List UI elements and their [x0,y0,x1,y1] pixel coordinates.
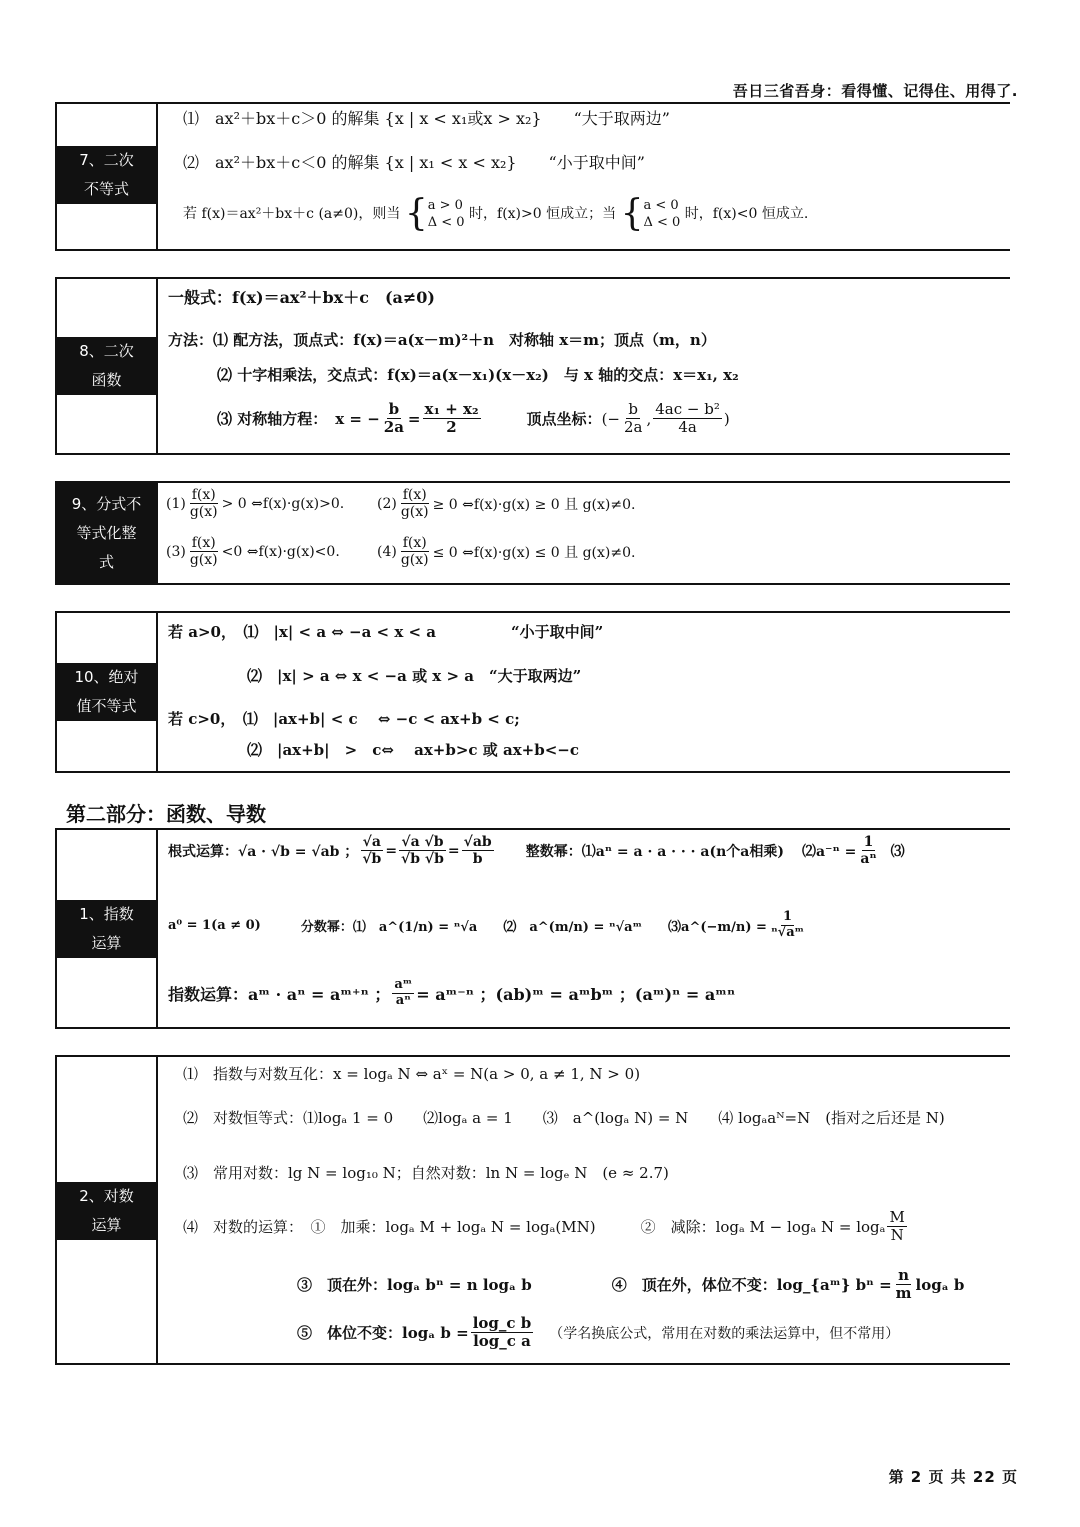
fraction [462,834,494,867]
fraction [769,910,806,941]
condition-middle: 时，f(x)>0 恒成立；当 [469,206,617,222]
fraction-item [166,535,340,568]
section-label: 7、二次不等式 [57,146,156,204]
page-footer: 第 2 页 共 22 页 [888,1468,1018,1486]
denominator: g(x) [189,504,218,521]
rule-product: aᵐ · aⁿ = aᵐ⁺ⁿ ； [248,984,391,1004]
vertex-coordinates [602,401,730,437]
denominator: g(x) [400,504,429,521]
numerator: b [628,400,639,418]
fraction [360,834,383,867]
paren: (− [601,409,620,428]
general-form: 一般式：f(x)＝ax²＋bx＋c (a≠0) [168,288,435,307]
exponent-rules [168,978,735,1009]
denominator: g(x) [400,552,429,569]
denominator: 2a [623,418,643,437]
denominator: 2 [446,418,457,437]
numerator: √ab [463,834,492,850]
negative-power: ⑵a⁻ⁿ = [801,843,857,860]
section-label: 2、对数运算 [57,1182,156,1240]
fraction [392,978,414,1009]
root-prefix: 根式运算： [168,843,238,860]
item-index: (1) [166,495,186,512]
fraction [423,401,481,437]
fraction [622,401,645,437]
change-of-base: ⑤ 体位不变：logₐ b = [297,1324,469,1343]
vertex-label: 顶点坐标： [526,410,602,429]
formula-line: ⑴ ax²＋bx＋c＞0 的解集 {x | x < x₁或x > x₂} “大于取两边” [183,109,670,128]
condition-prefix: 若 f(x)＝ax²＋bx＋c (a≠0)，则当 [183,206,401,222]
fraction-item [166,487,344,520]
axis-x: x = − [335,409,380,428]
section-absolute-inequality [55,611,1010,773]
numerator: 1 [783,909,793,924]
abs-line: ⑵ |x| > a ⇔ x < −a 或 x > a “大于取两边” [247,667,582,685]
fraction [188,535,220,568]
denominator: g(x) [189,552,218,569]
denominator: N [890,1226,904,1245]
log-line: ⑶ 常用对数：lg N = log₁₀ N；自然对数：ln N = logₑ N (e ≈ 2.7) [183,1164,669,1182]
condition-brace: { a > 0 Δ < 0 [404,193,465,234]
formula-line: ⑵ ax²＋bx＋c＜0 的解集 {x | x₁ < x < x₂} “小于取中间” [183,153,645,172]
log-operations: ⑷ 对数的运算： ① 加乘：logₐ M + logₐ N = logₐ(MN) ② 减除：logₐ M − logₐ N = logₐ [183,1218,886,1237]
numerator: b [388,400,400,418]
rule-rest: = aᵐ⁻ⁿ ；(ab)ᵐ = aᵐbᵐ ；(aᵐ)ⁿ = aᵐⁿ [416,984,736,1004]
condition-brace: { a < 0 Δ < 0 [620,193,681,234]
denominator: log_c a [473,1332,531,1351]
header-note: 吾日三省吾身：看得懂、记得住、用得了. [732,82,1018,100]
fraction [653,401,722,437]
fraction [399,487,431,520]
numerator: √a √b [401,834,444,850]
section-label: 8、二次函数 [57,337,156,395]
numerator: √a [362,834,381,850]
fraction-item [377,535,635,568]
fraction-item [377,487,635,520]
numerator: f(x) [402,535,427,551]
item-index: (4) [377,543,397,560]
denominator: √b [362,851,382,868]
change-of-base-note: （学名换底公式，常用在对数的乘法运算中，但不常用） [549,1325,900,1342]
equals: = [407,409,421,428]
numerator: f(x) [402,487,427,503]
numerator: M [889,1208,905,1226]
section-label: 10、绝对值不等式 [57,663,156,721]
denominator: aⁿ [860,851,877,868]
section-quadratic-function [55,277,1010,455]
fractional-power: 分数幂：⑴ a^(1/n) = ⁿ√a ⑵ a^(m/n) = ⁿ√aᵐ ⑶a^(−m/n) = [300,919,767,935]
method-2: ⑵ 十字相乘法，交点式：f(x)＝a(x－x₁)(x－x₂) 与 x 轴的交点：x＝x₁, x₂ [217,366,739,384]
section-label: 1、指数运算 [57,900,156,958]
section-logarithm [55,1055,1010,1365]
numerator: f(x) [191,487,216,503]
condition-delta: Δ < 0 [643,215,681,230]
numerator: n [898,1266,910,1284]
section-fraction-inequality [55,481,1010,585]
root-operations [168,834,905,867]
fraction [858,834,878,867]
denominator: √b √b [401,851,444,868]
condition-suffix: 时，f(x)<0 恒成立. [684,206,809,222]
fraction [894,1267,914,1303]
numerator: log_c b [472,1314,532,1332]
section-label: 9、分式不等式化整式 [57,489,156,577]
denominator: m [895,1284,912,1303]
section-quadratic-inequality [55,102,1010,251]
abs-line: 若 c>0， ⑴ |ax+b| < c ⇔ −c < ax+b < c; [168,710,520,728]
fraction [887,1209,906,1245]
log-line [183,1209,909,1245]
item-index: ⑶ [890,843,905,860]
fraction [399,834,446,867]
numerator: aᵐ [394,977,413,992]
method-3-prefix: ⑶ 对称轴方程： [217,410,328,429]
zero-power: a⁰ = 1(a ≠ 0) [168,917,261,933]
power-rule-base: ④ 顶在外，体位不变：log_{aᵐ} bⁿ = [611,1276,892,1295]
item-rest: <0 ⇔f(x)·g(x)<0. [221,543,340,560]
condition-a: a > 0 [427,198,463,213]
equals: = [447,842,460,859]
log-line [297,1267,964,1303]
item-rest: > 0 ⇔f(x)·g(x)>0. [221,495,345,512]
condition-delta: Δ < 0 [427,215,465,230]
log-line: ⑴ 指数与对数互化：x = logₐ N ⇔ aˣ = N(a > 0, a ≠ 1, N > 0) [183,1065,641,1083]
abs-line: ⑵ |ax+b| > c⇔ ax+b>c 或 ax+b<−c [247,741,579,759]
numerator: f(x) [191,535,216,551]
part2-heading: 第二部分：函数、导数 [66,802,266,826]
power-rule: ③ 顶在外：logₐ bⁿ = n logₐ b [297,1276,532,1295]
denominator: 2a [383,418,404,437]
numerator: 4ac − b² [655,400,720,418]
equals: = [385,842,398,859]
denominator: aⁿ [395,992,411,1008]
numerator: 1 [863,834,874,850]
fraction [382,401,406,437]
item-rest: ≤ 0 ⇔f(x)·g(x) ≤ 0 且 g(x)≠0. [432,544,636,561]
paren: ) [723,409,730,428]
fraction [471,1315,534,1351]
power-rule-tail: logₐ b [915,1275,965,1294]
condition-a: a < 0 [643,198,679,213]
numerator: x₁ + x₂ [424,400,479,418]
denominator: ⁿ√aᵐ [770,924,805,940]
method-1: 方法：⑴ 配方法，顶点式：f(x)＝a(x－m)²＋n 对称轴 x＝m；顶点（m，n） [168,331,716,349]
fraction [188,487,220,520]
condition-line [183,193,809,234]
integer-power: 整数幂：⑴aⁿ = a · a · · · a(n个a相乘) [525,843,784,860]
rule-prefix: 指数运算： [168,984,249,1004]
denominator: 4a [678,418,697,437]
section-exponent [55,828,1010,1029]
log-line: ⑵ 对数恒等式：⑴logₐ 1 = 0 ⑵logₐ a = 1 ⑶ a^(logₐ N) = N ⑷ logₐaᴺ=N (指对之后还是 N) [183,1109,945,1127]
fraction [399,535,431,568]
item-index: (2) [377,495,397,512]
method-3 [217,401,730,437]
denominator: b [472,851,483,868]
item-index: (3) [166,543,186,560]
fraction-powers [168,910,808,941]
item-rest: ≥ 0 ⇔f(x)·g(x) ≥ 0 且 g(x)≠0. [432,496,636,513]
abs-line: 若 a>0， ⑴ |x| < a ⇔ −a < x < a “小于取中间” [168,623,604,641]
log-line [297,1315,899,1351]
comma: , [646,409,652,428]
root-product: √a · √b = √ab ； [238,843,359,860]
